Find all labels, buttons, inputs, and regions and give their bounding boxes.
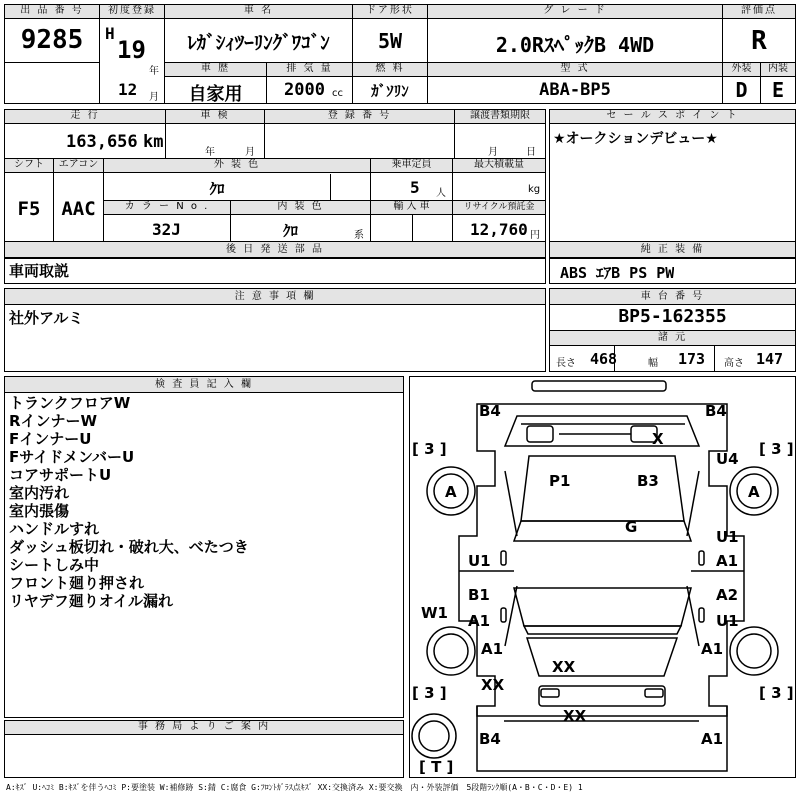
fuel-label: 燃 料 (353, 63, 427, 77)
mark-tire: [ T ] (419, 758, 454, 776)
mark-b1-left: B1 (468, 586, 490, 604)
ac-label: エアコン (54, 159, 103, 173)
chassis-label: 車 台 番 号 (550, 289, 795, 305)
car-name: ﾚｶﾞｼｨﾂｰﾘﾝｸﾞﾜｺﾞﾝ (187, 32, 330, 54)
exterior-grade-label: 外装 (723, 63, 760, 77)
lot-no: 9285 (20, 25, 84, 55)
length: 468 (590, 350, 618, 368)
mark-b4-tr: B4 (705, 402, 727, 420)
inspector-note: 室内汚れ (9, 484, 70, 502)
mark-bracket-bl: [ 3 ] (412, 684, 447, 702)
lot-no-label: 出 品 番 号 (5, 5, 99, 19)
capacity: 5 (410, 178, 420, 197)
specs-label: 諸 元 (550, 331, 795, 346)
load-label: 最大積載量 (453, 159, 545, 173)
color-no-label: カ ラ ー N o . (104, 201, 230, 215)
year-unit: 年 (149, 66, 159, 77)
recycle-label: リサイクル預託金 (453, 201, 545, 215)
mark-b3: B3 (637, 472, 659, 490)
inspector-note: ハンドルすれ (9, 520, 100, 538)
height-label: 高さ (724, 358, 744, 369)
width: 173 (678, 350, 706, 368)
interior-color: ｸﾛ (283, 222, 299, 240)
length-label: 長さ (556, 358, 576, 369)
fuel: ｶﾞｿﾘﾝ (371, 82, 409, 100)
mark-a1-left-door: A1 (468, 612, 491, 630)
color-label: 外 装 色 (104, 159, 370, 173)
equipment-label: 純 正 装 備 (550, 242, 795, 258)
reg-month: 12 (118, 80, 138, 99)
doors: 5W (377, 29, 403, 53)
mark-b4-bl: B4 (479, 730, 501, 748)
reg-no-label: 登 録 番 号 (265, 110, 454, 124)
month-unit: 月 (149, 92, 159, 103)
inspection-label: 車 検 (166, 110, 264, 124)
mark-w1: W1 (421, 604, 448, 622)
mark-x-rear-glass: X (652, 430, 664, 448)
grade-label: グ レ ー ド (428, 5, 722, 19)
sales-point: ★オークションデビュー★ (553, 131, 718, 147)
inspector-note: 室内張傷 (9, 502, 70, 520)
mark-xx-hood: XX (552, 658, 576, 676)
mark-a1-left-front: A1 (481, 640, 504, 658)
interior-color-label: 内 装 色 (231, 201, 370, 215)
mark-a1-br: A1 (701, 730, 724, 748)
mark-wheel-rr: A (748, 483, 760, 501)
equipment: ABS ｴｱB PS PW (560, 264, 675, 282)
mileage: 163,656 (66, 132, 138, 152)
inspection-year-unit: 年 (205, 147, 215, 158)
exterior-grade: D (735, 78, 748, 102)
color-no: 32J (152, 220, 181, 239)
mark-b4-tl: B4 (479, 402, 501, 420)
inspector-note: FインナーU (9, 430, 92, 448)
legend: A:ｷｽﾞ U:ﾍｺﾐ B:ｷｽﾞを伴うﾍｺﾐ P:要塗装 W:補修跡 S:錆 C:腐食 G:ﾌﾛﾝﾄｶﾞﾗｽ点ｷｽﾞ XX:交換済み X:要交換 内・外装評価 5段階ﾗﾝｸ順(A・B・C・D・E) 1 (6, 783, 583, 792)
ac: AAC (61, 198, 96, 220)
score: R (751, 26, 767, 56)
capacity-label: 乗車定員 (371, 159, 452, 173)
inspector-label: 検 査 員 記 入 欄 (5, 377, 403, 393)
height: 147 (756, 350, 784, 368)
history: 自家用 (188, 84, 243, 105)
mileage-unit: km (143, 132, 164, 152)
transfer-label: 譲渡書類期限 (455, 110, 545, 124)
mark-xx-left-front: XX (481, 676, 505, 694)
mileage-label: 走 行 (5, 110, 165, 124)
chassis: BP5-162355 (618, 306, 727, 327)
mark-u1-right-top: U1 (716, 528, 739, 546)
width-label: 幅 (648, 358, 658, 369)
inspector-note: フロント廻り押され (9, 574, 145, 592)
load-unit: kg (528, 184, 541, 195)
color: ｸﾛ (209, 180, 225, 198)
inspector-note: RインナーW (9, 412, 98, 430)
car-diagram (409, 376, 796, 778)
capacity-unit: 人 (436, 188, 446, 199)
inspection-month-unit: 月 (245, 147, 255, 158)
inspector-note: FサイドメンバーU (9, 448, 135, 466)
inspector-note: トランクフロアW (9, 394, 131, 412)
mark-u1-left: U1 (468, 552, 491, 570)
model: ABA-BP5 (539, 80, 611, 100)
mark-a2-right: A2 (716, 586, 739, 604)
displacement: 2000 (284, 80, 325, 100)
parts: 車両取説 (9, 262, 70, 280)
grade: 2.0RｽﾍﾟｯｸB 4WD (495, 33, 655, 57)
mark-a1-right-front: A1 (701, 640, 724, 658)
import-label: 輸 入 車 (371, 201, 452, 215)
mark-p1: P1 (549, 472, 571, 490)
history-label: 車 歴 (165, 63, 266, 77)
parts-label: 後 日 発 送 部 品 (5, 242, 545, 258)
office-label: 事 務 局 よ り ご 案 内 (5, 721, 403, 735)
recycle: 12,760 (470, 220, 528, 239)
inspector-note: リヤデフ廻りオイル漏れ (9, 592, 173, 610)
displacement-label: 排 気 量 (267, 63, 352, 77)
era: H (105, 24, 115, 43)
interior-color-unit: 系 (354, 230, 364, 241)
mark-g: G (625, 518, 638, 536)
mark-u4: U4 (716, 450, 739, 468)
car-name-label: 車 名 (165, 5, 352, 19)
inspector-note: ダッシュ板切れ・破れ大、べたつき (9, 538, 249, 556)
displacement-unit: cc (332, 88, 343, 99)
sales-point-label: セ ー ル ス ポ イ ン ト (550, 110, 795, 124)
mark-a1-right-door: A1 (716, 552, 739, 570)
transfer-month-unit: 月 (488, 147, 498, 158)
shift-label: シフト (5, 159, 53, 173)
mark-bracket-tl: [ 3 ] (412, 440, 447, 458)
model-label: 型 式 (428, 63, 722, 77)
score-label: 評価点 (723, 5, 795, 19)
mark-bracket-tr: [ 3 ] (759, 440, 794, 458)
inspector-note: シートしみ中 (9, 556, 100, 574)
recycle-unit: 円 (530, 230, 540, 241)
caution: 社外アルミ (9, 309, 84, 327)
interior-grade: E (771, 78, 785, 102)
inspector-note: コアサポートU (9, 466, 112, 484)
mark-wheel-rl: A (445, 483, 457, 501)
first-reg-label: 初度登録 (100, 5, 164, 19)
transfer-day-unit: 日 (526, 147, 536, 158)
interior-grade-label: 内装 (761, 63, 795, 77)
reg-year: 19 (117, 36, 146, 64)
doors-label: ドア形状 (353, 5, 427, 19)
mark-xx-bumper: XX (563, 707, 587, 725)
shift: F5 (17, 198, 41, 220)
mark-u1-right-bottom: U1 (716, 612, 739, 630)
inspector-notes (9, 394, 399, 610)
mark-bracket-br: [ 3 ] (759, 684, 794, 702)
caution-label: 注 意 事 項 欄 (5, 289, 545, 305)
